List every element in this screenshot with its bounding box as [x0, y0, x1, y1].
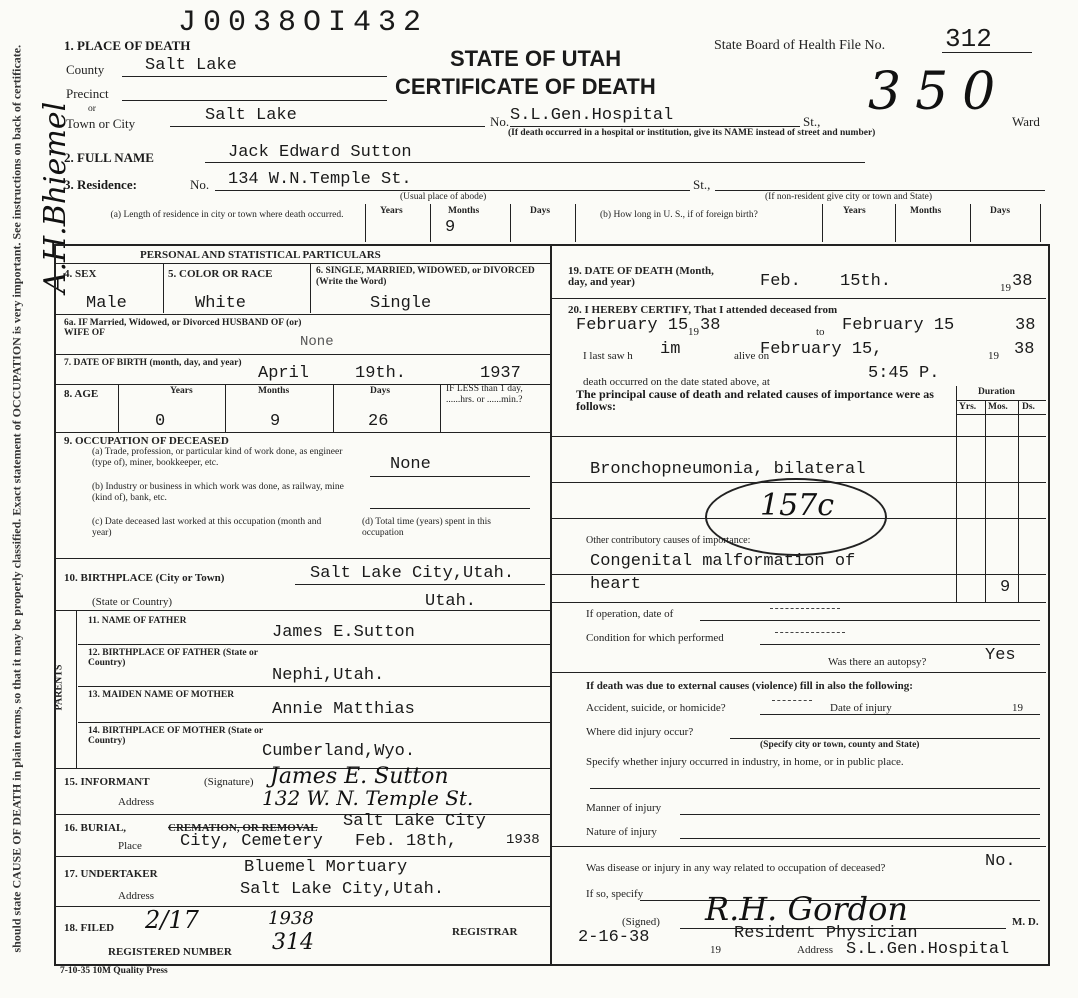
residence-no-label: No. [190, 177, 210, 192]
birthplace-label: 10. BIRTHPLACE (City or Town) [64, 572, 225, 584]
injury-date-label: Date of injury [830, 702, 892, 714]
dod-day: 15th. [840, 272, 892, 291]
filed-date: 2/17 [145, 906, 199, 934]
mother-birthplace: Cumberland,Wyo. [262, 742, 416, 761]
dod-year: 38 [1012, 272, 1033, 291]
personal-heading: PERSONAL AND STATISTICAL PARTICULARS [140, 249, 381, 261]
burial-date: Feb. 18th, [355, 832, 458, 851]
father-birthplace-label: 12. BIRTHPLACE OF FATHER (State or Country) [88, 648, 258, 668]
dod-year-prefix: 19 [1000, 282, 1011, 294]
burial-place-label: Place [118, 840, 142, 852]
parents-label: PARENTS [53, 664, 65, 711]
occupation-d-label: (d) Total time (years) spent in this occupation [362, 517, 491, 538]
certificate-number: J0038OI432 [178, 6, 429, 40]
father-value: James E.Sutton [272, 623, 415, 642]
spouse-value: None [300, 334, 334, 350]
usual-abode-note: (Usual place of abode) [400, 192, 487, 202]
occupation-a-label: (a) Trade, profession, or particular kind of work done, as engineer (type of), miner, bookkeeper, etc. [92, 447, 343, 468]
father-birthplace: Nephi,Utah. [272, 666, 385, 685]
burial-struck-text: CREMATION, OR REMOVAL [168, 822, 318, 834]
to-year: 38 [1015, 316, 1036, 335]
full-name-value: Jack Edward Sutton [228, 143, 412, 162]
res-years-label: Years [380, 206, 403, 216]
specify-city-note: (Specify city or town, county and State) [760, 740, 920, 750]
to-label: to [816, 326, 825, 338]
autopsy-label: Was there an autopsy? [828, 656, 927, 668]
signed-label: (Signed) [622, 916, 660, 928]
age-days-value: 26 [368, 412, 389, 431]
informant-signature-label: (Signature) [204, 776, 254, 788]
age-years-label: Years [170, 386, 193, 396]
printer-footer: 7-10-35 10M Quality Press [60, 966, 168, 976]
if-so-label: If so, specify [586, 888, 644, 900]
mother-value: Annie Matthias [272, 700, 415, 719]
no-label: No. [490, 114, 510, 129]
marital-value: Single [370, 294, 432, 313]
residence-value: 134 W.N.Temple St. [228, 170, 412, 189]
undertaker-label: 17. UNDERTAKER [64, 868, 158, 880]
injury-year: 19 [1012, 702, 1023, 714]
signed-year-prefix: 19 [710, 944, 721, 956]
date-signed: 2-16-38 [578, 928, 650, 947]
physician-signature: R.H. Gordon [705, 890, 908, 928]
age-months-label: Months [258, 386, 290, 396]
burial-label: 16. BURIAL, [64, 822, 127, 834]
registered-number: 314 [272, 930, 314, 955]
informant-address: 132 W. N. Temple St. [262, 786, 474, 810]
duration-mos: Mos. [988, 402, 1008, 412]
undertaker-address-label: Address [118, 890, 155, 902]
age-years-value: 0 [155, 412, 166, 431]
registrar-label: REGISTRAR [452, 926, 518, 938]
precinct-label: Precinct [66, 86, 109, 101]
duration-yrs: Yrs. [959, 402, 977, 412]
or-label: or [88, 104, 96, 114]
dod-label: 19. DATE OF DEATH (Month, day, and year) [568, 265, 714, 288]
father-label: 11. NAME OF FATHER [88, 616, 187, 626]
side-instructions: should state CAUSE OF DEATH in plain terms, so that it may be properly classified. Exact statement of OCCUPATION is very important. See instructions on back of certificate. [9, 44, 24, 953]
from-year: 38 [700, 316, 721, 335]
certificate-title: CERTIFICATE OF DEATH [395, 74, 656, 99]
us-length-label: (b) How long in U. S., if of foreign birth? [600, 210, 758, 220]
filed-year: 1938 [268, 908, 314, 929]
birthplace-state: Utah. [425, 592, 477, 611]
sex-value: Male [86, 294, 127, 313]
color-label: 5. COLOR OR RACE [168, 268, 273, 280]
res-days-label: Days [530, 206, 551, 216]
occupation-value: None [390, 455, 431, 474]
registered-number-label: REGISTERED NUMBER [108, 946, 232, 958]
other-cause-1: Congenital malformation of [590, 552, 856, 571]
other-cause-2: heart [590, 575, 642, 594]
dob-label: 7. DATE OF BIRTH (month, day, and year) [64, 358, 242, 368]
burial-place: City, Cemetery [180, 832, 323, 851]
external-causes-label: If death was due to external causes (violence) fill in also the following: [586, 680, 913, 692]
attended-from: February 15 [576, 316, 689, 335]
alive-on: February 15, [760, 340, 883, 359]
duration-label: Duration [978, 387, 1015, 397]
us-years-label: Years [843, 206, 866, 216]
physician-address: S.L.Gen.Hospital [846, 940, 1010, 959]
occupation-b-label: (b) Industry or business in which work was done, as railway, mine (kind of), bank, etc. [92, 482, 344, 503]
dob-day: 19th. [355, 364, 407, 383]
informant-label: 15. INFORMANT [64, 776, 150, 788]
burial-value: Salt Lake City [343, 812, 486, 831]
filed-label: 18. FILED [64, 922, 115, 934]
side-signature: A.H.Bhiemel [38, 101, 74, 294]
dob-month: April [258, 364, 310, 383]
nonresident-note: (If non-resident give city or town and State) [765, 192, 932, 202]
less-label: IF LESS than 1 day, ......hrs. or ......min.? [446, 384, 523, 405]
informant-signature: James E. Sutton [270, 764, 449, 789]
last-saw-value: im [660, 340, 681, 359]
age-label: 8. AGE [64, 388, 99, 400]
hospital-value: S.L.Gen.Hospital [510, 106, 674, 125]
color-value: White [195, 294, 247, 313]
operation-label: If operation, date of [586, 608, 674, 620]
file-no-label: State Board of Health File No. [714, 38, 886, 53]
mother-label: 13. MAIDEN NAME OF MOTHER [88, 690, 235, 700]
residence-length-label: (a) Length of residence in city or town where death occurred. [110, 210, 344, 220]
accident-label: Accident, suicide, or homicide? [586, 702, 726, 714]
cause-code: 157c [760, 488, 835, 523]
res-months-value: 9 [445, 218, 456, 237]
occupation-label: 9. OCCUPATION OF DECEASED [64, 435, 229, 447]
town-value: Salt Lake [205, 106, 297, 125]
full-name-label: 2. FULL NAME [64, 150, 154, 165]
physician-address-label: Address [797, 944, 834, 956]
res-months-label: Months [448, 206, 480, 216]
condition-label: Condition for which performed [586, 632, 724, 644]
disease-value: No. [985, 852, 1016, 871]
sex-label: 4. SEX [64, 268, 97, 280]
other-duration-mos: 9 [1000, 578, 1011, 597]
autopsy-value: Yes [985, 646, 1016, 665]
informant-address-label: Address [118, 796, 155, 808]
alive-label: alive on [734, 350, 770, 362]
principal-cause: Bronchopneumonia, bilateral [590, 460, 866, 479]
specify-injury-label: Specify whether injury occurred in industry, in home, or in public place. [586, 756, 904, 768]
birthplace-city: Salt Lake City,Utah. [310, 564, 515, 583]
mother-birthplace-label: 14. BIRTHPLACE OF MOTHER (State or Country) [88, 726, 263, 746]
certify-label: 20. I HEREBY CERTIFY, That I attended deceased from [568, 304, 838, 316]
duration-ds: Ds. [1022, 402, 1035, 412]
us-days-label: Days [990, 206, 1011, 216]
undertaker-address: Salt Lake City,Utah. [240, 880, 445, 899]
alive-year-prefix: 19 [988, 350, 999, 362]
alive-year: 38 [1014, 340, 1035, 359]
residence-label: 3. Residence: [64, 177, 137, 192]
spouse-label: 6a. IF Married, Widowed, or Divorced HUSBAND OF (or) WIFE OF [64, 318, 302, 338]
injury-where-label: Where did injury occur? [586, 726, 694, 738]
undertaker-value: Bluemel Mortuary [244, 858, 408, 877]
birthplace-state-label: (State or Country) [92, 596, 173, 608]
dob-year: 1937 [480, 364, 521, 383]
death-time: 5:45 P. [868, 364, 940, 383]
age-days-label: Days [370, 386, 391, 396]
md-label: M. D. [1012, 916, 1039, 928]
us-months-label: Months [910, 206, 942, 216]
occupation-c-label: (c) Date deceased last worked at this occupation (month and year) [92, 517, 322, 538]
hospital-note: (If death occurred in a hospital or institution, give its NAME instead of street and number) [508, 128, 876, 138]
attended-to: February 15 [842, 316, 955, 335]
manner-label: Manner of injury [586, 802, 662, 814]
burial-year: 1938 [506, 832, 540, 848]
age-months-value: 9 [270, 412, 281, 431]
marital-label: 6. SINGLE, MARRIED, WIDOWED, or DIVORCED (Write the Word) [316, 266, 535, 287]
from-year-prefix: 19 [688, 326, 699, 338]
dod-month: Feb. [760, 272, 801, 291]
st-label: St., [803, 114, 821, 129]
state-heading: STATE OF UTAH [450, 46, 622, 71]
ward-number: 350 [868, 62, 1010, 122]
death-time-label: death occurred on the date stated above, at [583, 376, 770, 388]
principal-cause-label: The principal cause of death and related causes of importance were as follows: [576, 387, 934, 413]
place-of-death-label: 1. PLACE OF DEATH [64, 38, 191, 53]
disease-label: Was disease or injury in any way related to occupation of deceased? [586, 862, 886, 874]
town-label: Town or City [66, 116, 136, 131]
residence-st-label: St., [693, 177, 711, 192]
county-value: Salt Lake [145, 56, 237, 75]
main-frame [54, 244, 1050, 966]
other-causes-label: Other contributory causes of importance: [586, 535, 751, 546]
county-label: County [66, 62, 105, 77]
physician-title: Resident Physician [734, 924, 918, 943]
last-saw-label: I last saw h [583, 350, 633, 362]
file-no: 312 [945, 24, 992, 54]
nature-label: Nature of injury [586, 826, 657, 838]
ward-label: Ward [1012, 114, 1040, 129]
